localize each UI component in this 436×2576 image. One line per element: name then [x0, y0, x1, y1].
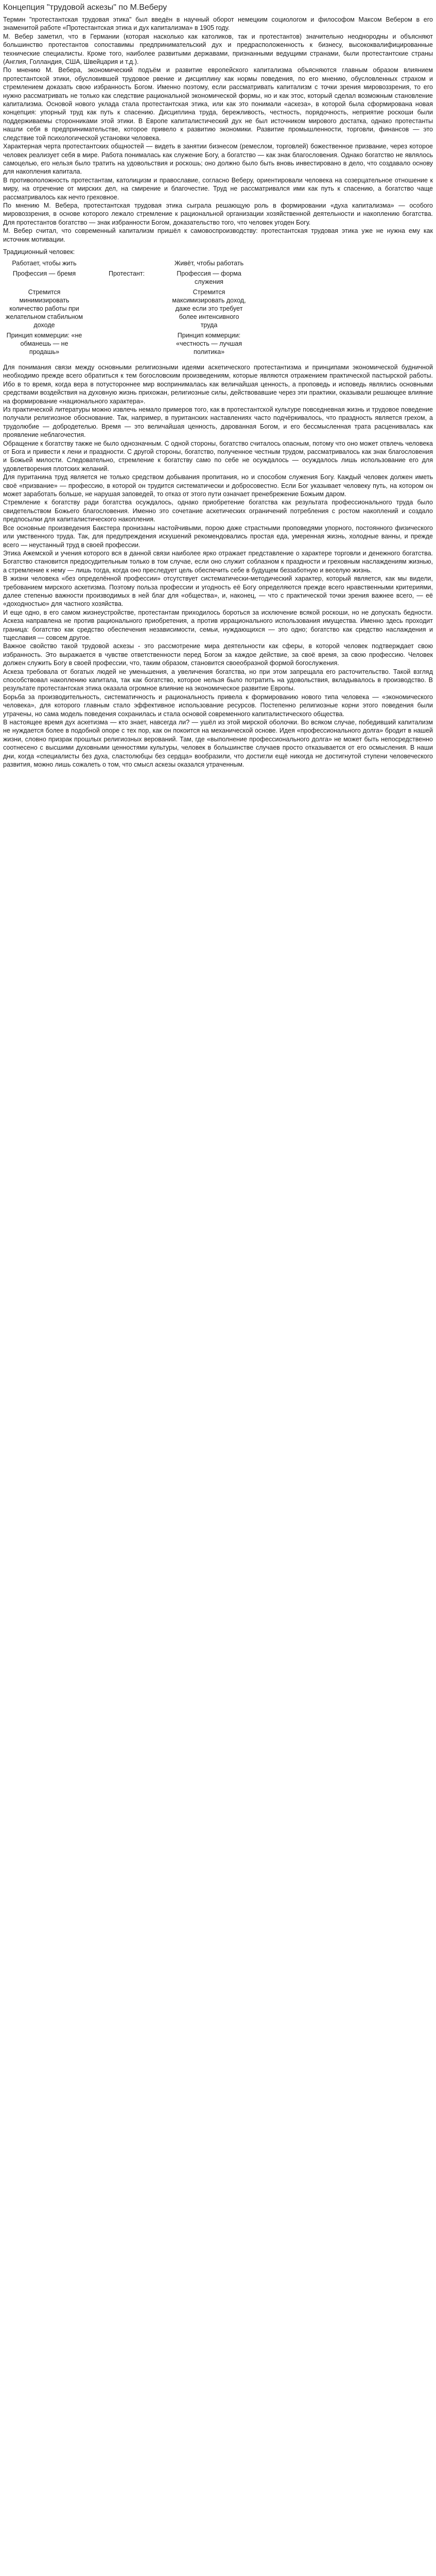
body-section: [3, 363, 433, 769]
table-cell: Стремится минимизировать количество работы при желательном стабильном доходе: [6, 288, 83, 329]
spacer: [3, 359, 433, 363]
table-cell: Принцип коммерции: «не обманешь — не продашь»: [6, 331, 82, 355]
intro-paragraph: Термин "протестантская трудовая этика" был введён в научный оборот немецким социологом и философом Максом Вебером в его знаменитой работе «Протестантская этика и дух капитализма» в 1905 году.: [3, 16, 433, 32]
body-paragraph: Аскеза требовала от богатых людей не уменьшения, а увеличения богатства, но при этом запрещала его расточительство. Такой взгляд способствовал накоплению капитала, так как богатство, которое нельзя было потратить на удовольствия, вкладывалось в производство. В результате протестантская этика оказала огромное влияние на экономическое развитие Европы.: [3, 668, 433, 692]
intro-paragraph: По мнению М. Вебера, протестантская трудовая этика сыграла решающую роль в формировании «духа капитализма» — особого мировоззрения, в основе которого лежало стремление к рациональной организации хозяйственной деятельности и накоплению богатства. Для протестантов богатство — знак избранности Богом, доказательство того, что человек угоден Богу.: [3, 201, 433, 226]
table-cell: [85, 330, 168, 357]
body-paragraph: Для понимания связи между основными религиозными идеями аскетического протестантизма и принципами экономической будничной необходимо прежде всего обратиться к тем богословским произведениям, которые являются отражением практической пастырской работы. Ибо в то время, когда вера в потустороннее мир воспринималась как величайшая ценность, а проповедь и исповедь являлись основными средствами воздействия на духовную жизнь прихожан, религиозные силы, действовавшие через эти практики, оказывали решающее влияние на формирование «национального характера».: [3, 363, 433, 405]
intro-paragraph: М. Вебер заметил, что в Германии (которая насколько как католиков, так и протестантов) значительно неоднородны и объясняют большинство протестантов сопоставимы предпринимательский дух и предрасположенность к бизнесу, высококвалифицированные технические специалисты. Кроме того, наиболее развитыми державами, признанными ведущими странами, были протестантские страны (Англия, Голландия, США, Швейцария и т.д.).: [3, 32, 433, 66]
body-paragraph: В жизни человека «без определённой профессии» отсутствует систематически-методический характер, который является, как мы видели, требованием мирского аскетизма. Поэтому польза профессии и угодность её Богу определяются прежде всего нравственными критериями, далее степенью важности производимых в ней благ для «общества», и, наконец, — что с практической точки зрения важнее всего, — её «доходностью» для частного хозяйства.: [3, 575, 433, 608]
comparison-section: [3, 248, 433, 357]
body-paragraph: В настоящее время дух аскетизма — кто знает, навсегда ли? — ушёл из этой мирской оболочки. Во всяком случае, победивший капитализм не нуждается более в подобной опоре с тех пор, как он покоится на механической основе. Идея «профессионального долга» бродит в нашей жизни, словно призрак прошлых религиозных верований. Там, где «выполнение профессионального долга» не может быть непосредственно соотнесено с высшими духовными ценностями культуры, человек в большинстве случаев просто отказывается от его осмысления. В наши дни, когда «специалисты без духа, сластолюбцы без сердца» вообразили, что достигли ещё никогда не достигнутой ступени человеческого развития, можно лишь сожалеть о том, что смысл аскезы оказался утраченным.: [3, 719, 433, 769]
intro-paragraph: В противоположность протестантам, католицизм и православие, согласно Веберу, ориентировали человека на созерцательное отношение к миру, на отречение от мирских дел, на смирение и благочестие. Труд не рассматривался ими как путь к спасению, а богатство чаще рассматривалось как нечто греховное.: [3, 176, 433, 201]
table-cell: Живёт, чтобы работать: [174, 259, 244, 267]
body-paragraph: И еще одно, в его самом жизнеустройстве, протестантам приходилось бороться за исключение всякой роскоши, но не допускать бедности. Аскеза направлена не против рационального приобретения, а против иррационального использования имущества. Именно здесь проходит граница: богатство как средство обеспечения независимости, семьи, нуждающихся — это одно; богатство как средство наслаждения и тщеславия — совсем другое.: [3, 608, 433, 641]
comparison-table-wrap: [3, 258, 250, 357]
intro-paragraph: М. Вебер считал, что современный капитализм пришёл к самовоспроизводству: протестантская трудовая этика уже не нужна ему как источник мотивации.: [3, 227, 433, 243]
body-paragraph: Обращение к богатству также не было однозначным. С одной стороны, богатство считалось опасным, потому что оно может отвлечь человека от Бога и привести к лени и праздности. С другой стороны, богатство, полученное честным трудом, рассматривалось как знак благословения и Божьей милости. Следовательно, стремление к богатству само по себе не осуждалось — осуждалось лишь использование его для удовлетворения плотских желаний.: [3, 439, 433, 472]
table-cell: Работает, чтобы жить: [12, 259, 77, 267]
table-row: [3, 268, 250, 287]
body-paragraph: Для пуританина труд является не только средством добывания пропитания, но и способом служения Богу. Каждый человек должен иметь своё «призвание» — профессию, в которой он трудится систематически и добросовестно. Если Бог указывает человеку путь, на котором он может заработать больше, не нарушая заповедей, то отказ от этого пути означает пренебрежение Божьим даром.: [3, 473, 433, 498]
document-page: [0, 0, 436, 769]
table-cell: Профессия — форма служения: [177, 269, 241, 285]
table-cell: Профессия — бремя: [12, 269, 76, 277]
table-cell: [85, 258, 168, 268]
intro-paragraph: Характерная черта протестантских общностей — видеть в занятии бизнесом (ремеслом, торговлей) божественное призвание, через которое человек реализует себя в мире. Работа понималась как служение Богу, а богатство — как знак благословения. Однако богатство не являлось самоцелью, его нельзя было тратить на удовольствия и роскошь; оно должно было быть вновь инвестировано в дело, что создавало основу для накопления капитала.: [3, 143, 433, 176]
table-label: Традиционный человек:: [3, 248, 75, 256]
body-paragraph: Из практической литературы можно извлечь немало примеров того, как в протестантской культуре повседневная жизнь и трудовое поведение получали религиозное обоснование. Так, например, в пуританских наставлениях часто подчёркивалось, что праздность является грехом, а трудолюбие — добродетелью. Время — это величайшая ценность, дарованная Богом, и его бессмысленная трата расценивалась как проявление неблагочестия.: [3, 406, 433, 439]
table-cell: Принцип коммерции: «честность — лучшая политика»: [176, 331, 242, 355]
body-paragraph: Все основные произведения Бакстера пронизаны настойчивыми, порою даже страстными проповедями упорного, постоянного физического или умственного труда. Так, для предупреждения искушений рекомендовались простая еда, умеренная жизнь, холодные ванны, и прежде всего — неустанный труд в своей профессии.: [3, 524, 433, 549]
table-row: [3, 330, 250, 357]
body-paragraph: Стремление к богатству ради богатства осуждалось, однако приобретение богатства как результата профессионального труда было свидетельством Божьего благословения. Именно это сочетание аскетических ограничений потребления с ростом накоплений и создало предпосылки для капиталистического накопления.: [3, 499, 433, 523]
table-row: [3, 287, 250, 330]
comparison-table: [3, 258, 250, 357]
intro-paragraph: По мнению М. Вебера, экономический подъём и развитие европейского капитализма объясняются главным образом влиянием протестантской этики, обусловившей трудовое рвение и дисциплину как нормы поведения, по его мнению, обусловленных страхом и стремлением доказать свою избранность Богом. Именно поэтому, если рассматривать капитализм с точки зрения мировоззрения, то его нужно рассматривать не только как следствие рациональной экономической формы, но и как этос, который сделал возможным становление капитализма. Основой нового уклада стала протестантская этика, или как это понимали «аскеза», в которой была сформирована новая концепция: упорный труд как путь к спасению. Дисциплина труда, бережливость, честность, порядочность, неприятие роскоши были поддерживаемы сторонниками этой этики. В Европе капиталистический дух не был источником мирового достатка, однако протестанты нашли себя в предпринимательстве, которое привело к развитию экономики. Развитие промышленности, торговли, финансов — это следствие той психологической установки человека.: [3, 66, 433, 142]
table-cell: [85, 287, 168, 330]
body-paragraph: Борьба за производительность, систематичность и рациональность привела к формированию нового типа человека — «экономического человека», для которого главным стало эффективное использование ресурсов. Постепенно религиозные корни этого поведения были утрачены, но сама модель поведения сохранилась и стала основой современного капиталистического общества.: [3, 693, 433, 718]
table-cell: Стремится максимизировать доход, даже если это требует более интенсивного труда: [172, 288, 246, 329]
table-row: [3, 258, 250, 268]
intro-section: [3, 15, 433, 244]
page-title: Концепция "трудовой аскезы" по М.Веберу: [3, 3, 167, 12]
body-paragraph: Важное свойство такой трудовой аскезы - это рассмотрение мира деятельности как сферы, в которой человек подтверждает свою избранность. Это выражается в чувстве ответственности перед Богом за каждое действие, за своё время, за свою профессию. Человек должен служить Богу в своей профессии, что, таким образом, становится своеобразной формой богослужения.: [3, 642, 433, 667]
body-paragraph: Этика Ажемской и учения которого вся в данной связи наиболее ярко отражает представление о характере торговли и денежного богатства. Богатство становится предосудительным только в том случае, если оно служит соблазном к праздности и греховным наслаждениям жизнью, а стремление к нему — лишь тогда, когда оно преследует цель обеспечить себе в будущем беззаботную и веселую жизнь.: [3, 549, 433, 574]
table-cell: Протестант:: [108, 269, 145, 277]
